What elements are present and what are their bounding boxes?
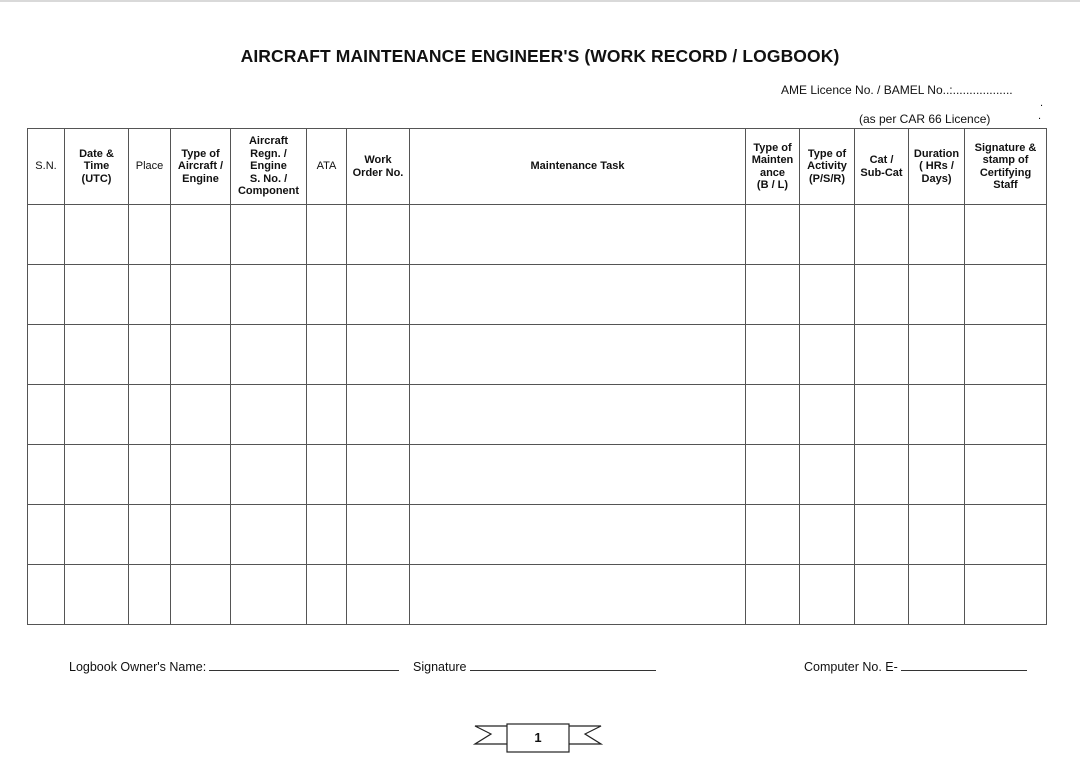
table-cell[interactable]	[28, 385, 65, 445]
table-cell[interactable]	[909, 445, 965, 505]
table-cell[interactable]	[171, 325, 231, 385]
table-cell[interactable]	[800, 445, 855, 505]
table-cell[interactable]	[129, 445, 171, 505]
table-cell[interactable]	[855, 325, 909, 385]
table-cell[interactable]	[65, 205, 129, 265]
table-cell[interactable]	[800, 565, 855, 625]
table-row	[28, 505, 1047, 565]
computer-number-label: Computer No. E-	[804, 660, 898, 674]
table-cell[interactable]	[410, 265, 746, 325]
licence-dot-mark: .	[1040, 97, 1044, 109]
table-cell[interactable]	[28, 205, 65, 265]
signature-label: Signature	[413, 660, 467, 674]
table-cell[interactable]	[965, 385, 1047, 445]
table-cell[interactable]	[65, 265, 129, 325]
header-row	[28, 129, 1047, 205]
table-row	[28, 265, 1047, 325]
table-cell[interactable]	[965, 565, 1047, 625]
table-cell[interactable]	[965, 505, 1047, 565]
table-cell[interactable]	[347, 445, 410, 505]
table-cell[interactable]	[965, 265, 1047, 325]
table-row	[28, 205, 1047, 265]
table-cell[interactable]	[307, 445, 347, 505]
table-cell[interactable]	[746, 205, 800, 265]
table-cell[interactable]	[800, 205, 855, 265]
computer-number-line[interactable]	[901, 658, 1027, 671]
owner-name-label: Logbook Owner's Name:	[69, 660, 207, 674]
page-title: AIRCRAFT MAINTENANCE ENGINEER'S (WORK RECORD / LOGBOOK)	[240, 46, 840, 66]
page-number: 1	[534, 730, 542, 745]
table-cell[interactable]	[410, 325, 746, 385]
table-cell[interactable]	[28, 505, 65, 565]
table-row	[28, 565, 1047, 625]
table-cell[interactable]	[171, 205, 231, 265]
table-cell[interactable]	[171, 445, 231, 505]
table-cell[interactable]	[746, 505, 800, 565]
table-cell[interactable]	[855, 385, 909, 445]
table-cell[interactable]	[347, 205, 410, 265]
table-cell[interactable]	[171, 565, 231, 625]
table-cell[interactable]	[307, 205, 347, 265]
table-cell[interactable]	[231, 505, 307, 565]
table-cell[interactable]	[909, 265, 965, 325]
table-cell[interactable]	[28, 445, 65, 505]
table-cell[interactable]	[965, 205, 1047, 265]
table-cell[interactable]	[65, 445, 129, 505]
table-row	[28, 445, 1047, 505]
table-cell[interactable]	[28, 565, 65, 625]
table-cell[interactable]	[231, 565, 307, 625]
table-cell[interactable]	[347, 325, 410, 385]
col-header-regn-component: Aircraft Regn. / Engine S. No. / Component	[231, 129, 307, 205]
col-header-signature: Signature & stamp of Certifying Staff	[965, 129, 1047, 205]
signature-line[interactable]	[470, 658, 656, 671]
table-cell[interactable]	[347, 565, 410, 625]
table-cell[interactable]	[231, 265, 307, 325]
table-cell[interactable]	[800, 505, 855, 565]
table-cell[interactable]	[800, 265, 855, 325]
table-cell[interactable]	[307, 265, 347, 325]
table-cell[interactable]	[65, 325, 129, 385]
table-cell[interactable]	[307, 325, 347, 385]
table-cell[interactable]	[855, 565, 909, 625]
table-cell[interactable]	[171, 505, 231, 565]
table-cell[interactable]	[410, 385, 746, 445]
table-cell[interactable]	[746, 325, 800, 385]
table-cell[interactable]	[129, 385, 171, 445]
table-cell[interactable]	[347, 505, 410, 565]
col-header-duration: Duration ( HRs / Days)	[909, 129, 965, 205]
table-cell[interactable]	[746, 265, 800, 325]
owner-name-line[interactable]	[209, 658, 399, 671]
licence-note-dot-mark: .	[1038, 110, 1042, 122]
logbook-body	[28, 205, 1047, 625]
table-cell[interactable]	[746, 565, 800, 625]
table-cell[interactable]	[129, 205, 171, 265]
table-cell[interactable]	[231, 445, 307, 505]
licence-note: (as per CAR 66 Licence)	[859, 112, 991, 126]
table-cell[interactable]	[965, 445, 1047, 505]
signature-field	[413, 658, 656, 674]
table-cell[interactable]	[855, 205, 909, 265]
table-cell[interactable]	[746, 445, 800, 505]
table-cell[interactable]	[231, 325, 307, 385]
table-cell[interactable]	[231, 385, 307, 445]
table-cell[interactable]	[800, 325, 855, 385]
table-cell[interactable]	[307, 385, 347, 445]
logbook-table	[27, 128, 1047, 625]
col-header-sn: S.N.	[28, 129, 65, 205]
table-cell[interactable]	[410, 445, 746, 505]
table-cell[interactable]	[855, 505, 909, 565]
table-cell[interactable]	[65, 565, 129, 625]
col-header-maintenance-type: Type of Mainten ance (B / L)	[746, 129, 800, 205]
table-cell[interactable]	[909, 505, 965, 565]
col-header-activity-type: Type of Activity (P/S/R)	[800, 129, 855, 205]
table-cell[interactable]	[28, 325, 65, 385]
table-cell[interactable]	[746, 385, 800, 445]
table-cell[interactable]	[909, 565, 965, 625]
table-cell[interactable]	[231, 205, 307, 265]
table-cell[interactable]	[410, 505, 746, 565]
table-cell[interactable]	[410, 565, 746, 625]
col-header-date-time: Date & Time (UTC)	[65, 129, 129, 205]
table-cell[interactable]	[28, 265, 65, 325]
table-cell[interactable]	[965, 325, 1047, 385]
top-rule	[0, 0, 1080, 2]
col-header-maintenance-task: Maintenance Task	[410, 129, 746, 205]
table-cell[interactable]	[129, 325, 171, 385]
table-cell[interactable]	[855, 445, 909, 505]
table-cell[interactable]	[129, 505, 171, 565]
table-cell[interactable]	[171, 265, 231, 325]
table-cell[interactable]	[909, 325, 965, 385]
col-header-work-order: Work Order No.	[347, 129, 410, 205]
table-cell[interactable]	[855, 265, 909, 325]
table-cell[interactable]	[800, 385, 855, 445]
table-cell[interactable]	[909, 385, 965, 445]
table-row	[28, 325, 1047, 385]
table-cell[interactable]	[909, 205, 965, 265]
licence-number-label: AME Licence No. / BAMEL No..:..................	[781, 83, 1013, 97]
computer-number-field	[804, 658, 1027, 674]
table-row	[28, 385, 1047, 445]
owner-name-field	[69, 658, 399, 674]
table-cell[interactable]	[129, 265, 171, 325]
table-cell[interactable]	[65, 505, 129, 565]
col-header-cat-subcat: Cat / Sub-Cat	[855, 129, 909, 205]
table-cell[interactable]	[410, 205, 746, 265]
table-cell[interactable]	[65, 385, 129, 445]
table-cell[interactable]	[171, 385, 231, 445]
col-header-aircraft-type: Type of Aircraft / Engine	[171, 129, 231, 205]
table-cell[interactable]	[129, 565, 171, 625]
table-cell[interactable]	[347, 385, 410, 445]
table-cell[interactable]	[347, 265, 410, 325]
table-cell[interactable]	[307, 565, 347, 625]
col-header-place: Place	[129, 129, 171, 205]
col-header-ata: ATA	[307, 129, 347, 205]
table-cell[interactable]	[307, 505, 347, 565]
